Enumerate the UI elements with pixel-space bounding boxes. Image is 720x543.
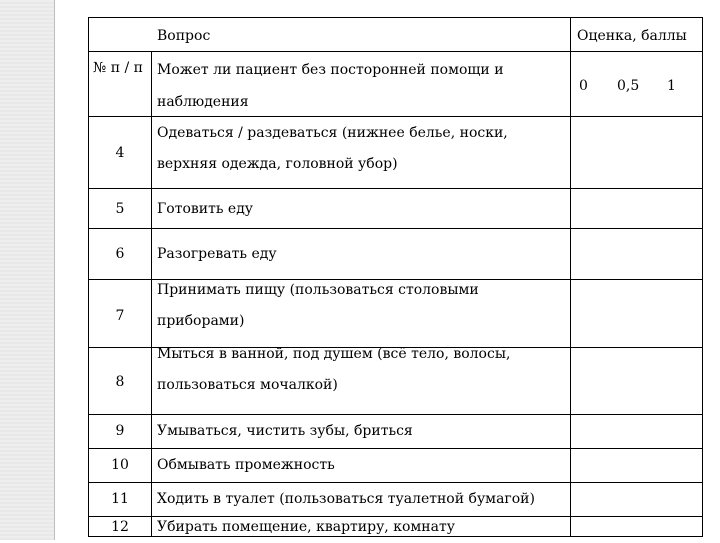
score-option-1: 1 xyxy=(667,78,676,94)
table-row xyxy=(89,117,702,189)
row-question-line1: Обмывать промежность xyxy=(157,457,335,473)
score-option-half: 0,5 xyxy=(617,78,640,94)
row-number: 8 xyxy=(115,374,125,390)
header-row-prompt xyxy=(89,52,702,117)
row-number: 5 xyxy=(115,201,125,217)
row-question-line2: приборами) xyxy=(157,313,245,329)
row-number: 7 xyxy=(115,308,125,324)
row-number: 6 xyxy=(115,246,125,262)
table-row xyxy=(89,229,702,280)
table-row xyxy=(89,415,702,449)
score-option-0: 0 xyxy=(579,78,588,94)
assessment-table xyxy=(88,17,703,537)
row-question-line1: Умываться, чистить зубы, бриться xyxy=(157,423,413,439)
row-number: 10 xyxy=(111,457,129,473)
row-question-line1: Готовить еду xyxy=(157,201,254,217)
left-decorative-stripe xyxy=(0,0,55,540)
header-row-titles xyxy=(89,18,702,52)
question-prompt-line1: Может ли пациент без посторонней помощи и xyxy=(157,62,504,78)
row-question-line1: Ходить в туалет (пользоваться туалетной бумагой) xyxy=(157,491,535,507)
row-question-line2: пользоваться мочалкой) xyxy=(157,377,338,393)
row-number: 11 xyxy=(111,491,129,507)
table-row xyxy=(89,517,702,536)
row-number: 12 xyxy=(111,519,129,535)
row-number: 4 xyxy=(115,145,125,161)
question-column-header: Вопрос xyxy=(157,28,211,44)
row-question-line1: Убирать помещение, квартиру, комнату xyxy=(157,519,455,535)
row-question-line1: Принимать пищу (пользоваться столовыми xyxy=(157,282,479,298)
table-row xyxy=(89,449,702,483)
table-row xyxy=(89,348,702,415)
num-column-header: № п / п xyxy=(93,60,143,76)
row-number: 9 xyxy=(115,423,125,439)
row-question-line2: верхняя одежда, головной убор) xyxy=(157,156,398,172)
score-column-header: Оценка, баллы xyxy=(577,28,687,44)
row-question-line1: Разогревать еду xyxy=(157,246,277,262)
row-question-line1: Одеваться / раздеваться (нижнее белье, носки, xyxy=(157,125,508,141)
table-row xyxy=(89,189,702,229)
row-question-line1: Мыться в ванной, под душем (всё тело, волосы, xyxy=(157,346,511,362)
question-prompt-line2: наблюдения xyxy=(157,94,249,110)
